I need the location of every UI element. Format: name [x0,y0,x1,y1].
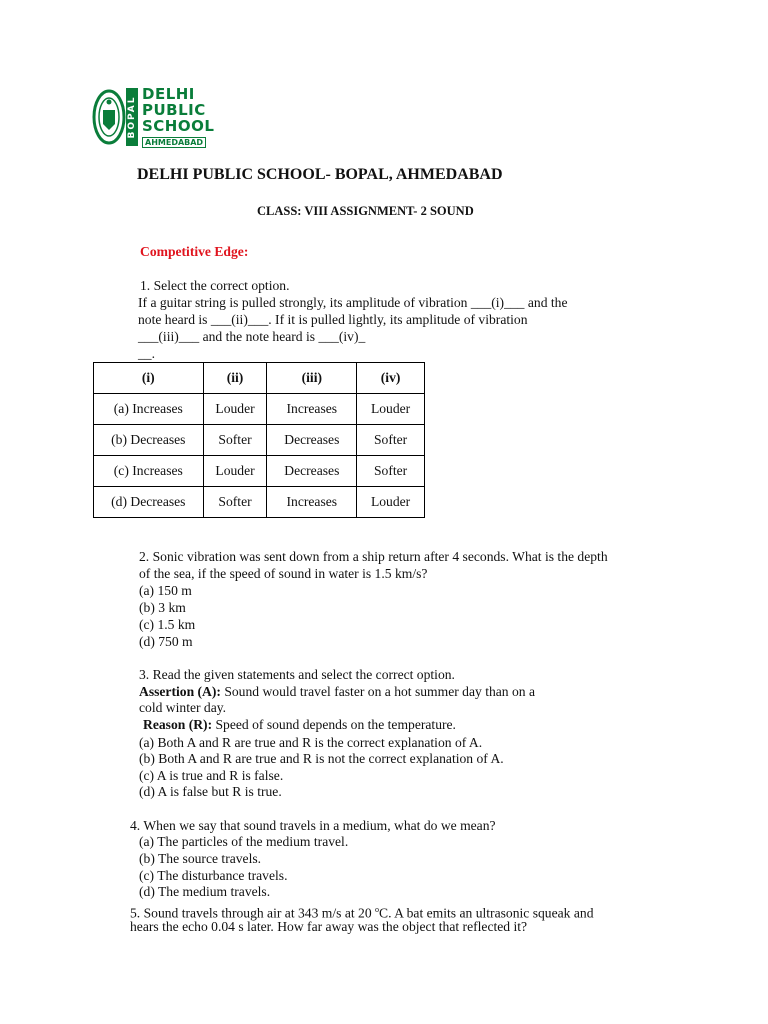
table-header-cell: (iv) [357,363,425,394]
q3-option: (a) Both A and R are true and R is the correct explanation of A. [139,735,483,750]
school-emblem-icon [92,88,126,146]
table-cell: Louder [357,487,425,518]
table-header-cell: (i) [94,363,204,394]
page-subtitle: CLASS: VIII ASSIGNMENT- 2 SOUND [257,204,474,218]
table-header-row [94,363,425,394]
q1-options-table [93,362,425,518]
q2-option: (a) 150 m [139,583,192,598]
q3-assertion-cont: cold winter day. [139,700,227,715]
q1-prompt: 1. Select the correct option. [140,278,290,293]
table-row [94,487,425,518]
logo-word-public: PUBLIC [142,101,206,119]
logo-vertical-band [126,88,138,146]
table-cell: Louder [203,394,267,425]
table-cell: Softer [203,425,267,456]
q1-line: __. [138,346,155,361]
table-row [94,456,425,487]
logo-word-delhi: DELHI [142,85,195,103]
q4-option: (b) The source travels. [139,851,262,866]
school-logo [92,84,215,150]
q4-prompt: 4. When we say that sound travels in a medium, what do we mean? [130,818,496,833]
table-cell: Softer [203,487,267,518]
table-cell: Softer [357,425,425,456]
q2-line: of the sea, if the speed of sound in water is 1.5 km/s? [139,566,428,581]
logo-vertical-text: BOPAL [127,95,137,139]
q3-option: (b) Both A and R are true and R is not the correct explanation of A. [139,751,504,766]
q2-option: (d) 750 m [139,634,193,649]
logo-word-school: SCHOOL [142,117,215,135]
table-cell: Increases [267,394,357,425]
table-cell: Louder [203,456,267,487]
q5-text-b: C. A bat emits an ultrasonic squeak and [379,905,594,921]
q1-line: note heard is ___(ii)___. If it is pulled lightly, its amplitude of vibration [138,312,528,327]
table-cell: Increases [267,487,357,518]
table-cell: (b) Decreases [94,425,204,456]
table-cell: Decreases [267,425,357,456]
q1-line: If a guitar string is pulled strongly, its amplitude of vibration ___(i)___ and the [138,295,568,310]
q3-assertion [139,683,535,700]
table-cell: Decreases [267,456,357,487]
assertion-text: Sound would travel faster on a hot summer day than on a [220,684,536,699]
q4-option: (a) The particles of the medium travel. [139,834,349,849]
table-cell: (a) Increases [94,394,204,425]
reason-text: Speed of sound depends on the temperature. [212,717,456,732]
logo-city: AHMEDABAD [142,137,206,148]
table-row [94,425,425,456]
q2-line: 2. Sonic vibration was sent down from a ship return after 4 seconds. What is the depth [139,549,608,564]
assertion-label: Assertion (A): [139,684,221,699]
q4-option: (c) The disturbance travels. [139,868,288,883]
q2-option: (c) 1.5 km [139,617,196,632]
q5-line: hears the echo 0.04 s later. How far away was the object that reflected it? [130,919,528,934]
table-cell: (d) Decreases [94,487,204,518]
reason-label: Reason (R): [143,717,213,732]
page-title: DELHI PUBLIC SCHOOL- BOPAL, AHMEDABAD [137,166,503,183]
table-cell: (c) Increases [94,456,204,487]
table-header-cell: (iii) [267,363,357,394]
table-cell: Louder [357,394,425,425]
q1-line: ___(iii)___ and the note heard is ___(iv)_ [138,329,366,344]
q3-reason [143,716,456,733]
q4-option: (d) The medium travels. [139,884,271,899]
q5-text-a: 5. Sound travels through air at 343 m/s at 20 [130,905,376,921]
q3-prompt: 3. Read the given statements and select the correct option. [139,667,455,682]
table-header-cell: (ii) [203,363,267,394]
q2-option: (b) 3 km [139,600,186,615]
q3-option: (d) A is false but R is true. [139,784,282,799]
q3-option: (c) A is true and R is false. [139,768,284,783]
section-heading: Competitive Edge: [140,244,249,259]
table-row [94,394,425,425]
degree-sign: o [375,905,380,914]
table-cell: Softer [357,456,425,487]
